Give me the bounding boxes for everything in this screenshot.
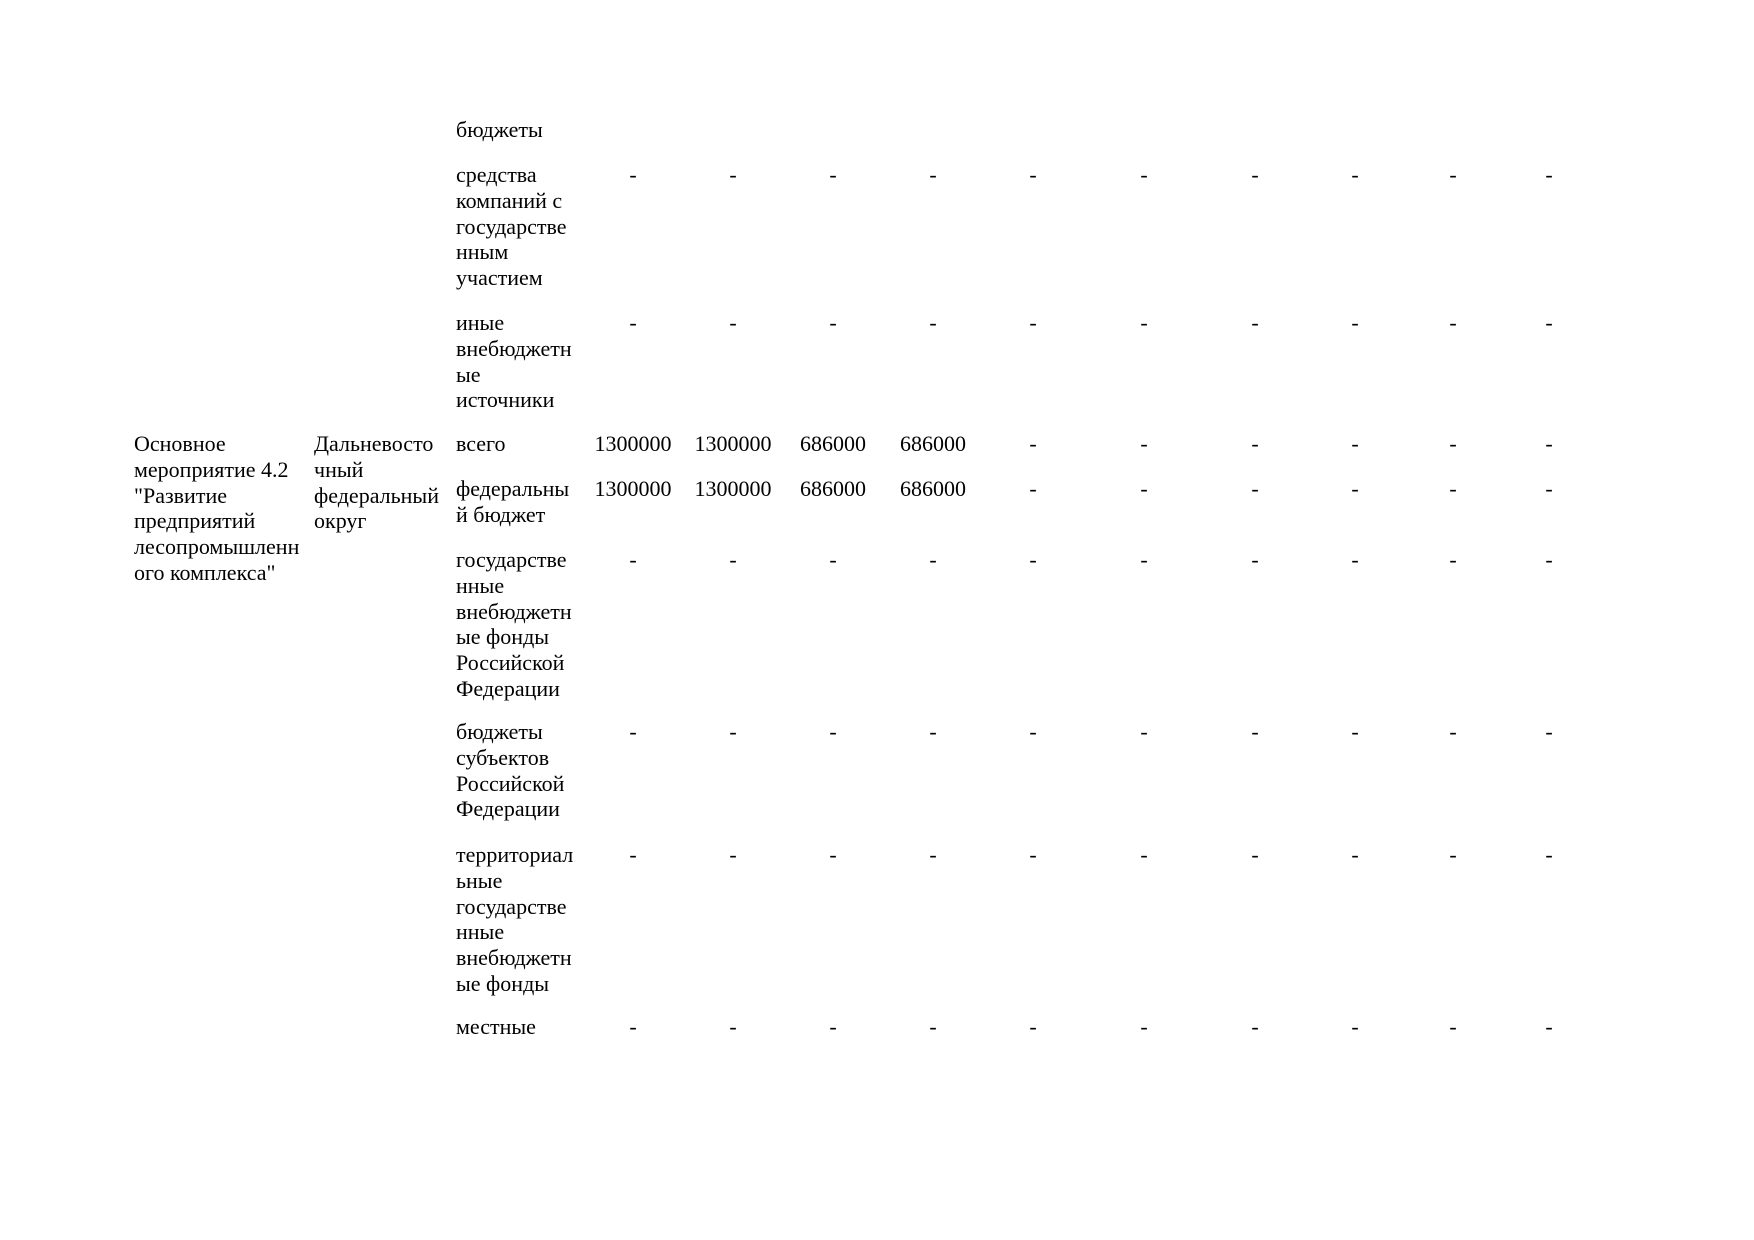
source-label: иные внебюджетн ые источники [456, 310, 572, 413]
district-name: Дальневосто чный федеральный округ [314, 431, 439, 534]
value-cell: - [629, 842, 637, 867]
value-cell: - [1029, 162, 1037, 187]
value-cell: - [1140, 476, 1148, 501]
value-cell: - [829, 310, 837, 335]
value-cell: - [629, 547, 637, 572]
value-cell: - [1545, 310, 1553, 335]
value-cell: - [1351, 431, 1359, 456]
value-cell: - [1251, 310, 1259, 335]
value-cell: - [929, 162, 937, 187]
value-cell: - [729, 310, 737, 335]
value-cell: - [1351, 162, 1359, 187]
value-cell: - [1545, 476, 1553, 501]
value-cell: - [1545, 719, 1553, 744]
value-cell: - [1029, 476, 1037, 501]
value-cell: - [1449, 842, 1457, 867]
value-cell: 1300000 [694, 476, 772, 501]
value-cell: 686000 [800, 476, 866, 501]
value-cell: - [829, 719, 837, 744]
value-cell: - [1449, 431, 1457, 456]
source-label: местные [456, 1014, 536, 1039]
value-cell: - [1449, 476, 1457, 501]
value-cell: - [829, 162, 837, 187]
value-cell: - [929, 842, 937, 867]
value-cell: - [1251, 719, 1259, 744]
value-cell: - [729, 1014, 737, 1039]
value-cell: - [1140, 1014, 1148, 1039]
source-label: государстве нные внебюджетн ые фонды Российской Федерации [456, 547, 572, 701]
value-cell: - [829, 1014, 837, 1039]
value-cell: - [1140, 842, 1148, 867]
value-cell: - [629, 162, 637, 187]
value-cell: 1300000 [594, 476, 672, 501]
value-cell: - [1545, 842, 1553, 867]
value-cell: - [1251, 842, 1259, 867]
value-cell: - [1140, 719, 1148, 744]
value-cell: 1300000 [594, 431, 672, 456]
value-cell: - [629, 310, 637, 335]
value-cell: - [1029, 1014, 1037, 1039]
value-cell: - [1351, 547, 1359, 572]
value-cell: - [1029, 842, 1037, 867]
value-cell: - [929, 1014, 937, 1039]
value-cell: - [629, 719, 637, 744]
value-cell: - [729, 162, 737, 187]
value-cell: - [1251, 547, 1259, 572]
main-activity-name: Основное мероприятие 4.2 "Развитие предприятий лесопромышленн ого комплекса" [134, 431, 300, 585]
value-cell: - [1029, 547, 1037, 572]
value-cell: - [1251, 1014, 1259, 1039]
value-cell: - [1351, 476, 1359, 501]
value-cell: - [1449, 1014, 1457, 1039]
value-cell: - [1545, 547, 1553, 572]
value-cell: 686000 [800, 431, 866, 456]
value-cell: - [829, 842, 837, 867]
value-cell: - [929, 547, 937, 572]
value-cell: - [1449, 162, 1457, 187]
value-cell: - [629, 1014, 637, 1039]
value-cell: - [729, 842, 737, 867]
source-label: бюджеты субъектов Российской Федерации [456, 719, 565, 822]
value-cell: - [1140, 162, 1148, 187]
value-cell: - [1251, 476, 1259, 501]
value-cell: - [1029, 719, 1037, 744]
value-cell: - [1545, 431, 1553, 456]
value-cell: - [1140, 310, 1148, 335]
value-cell: - [1545, 1014, 1553, 1039]
source-label: территориал ьные государстве нные внебюджетн ые фонды [456, 842, 574, 996]
value-cell: - [1449, 547, 1457, 572]
value-cell: - [1029, 310, 1037, 335]
value-cell: - [1351, 719, 1359, 744]
value-cell: - [1351, 310, 1359, 335]
value-cell: - [1545, 162, 1553, 187]
value-cell: - [1140, 547, 1148, 572]
source-label: всего [456, 431, 506, 456]
value-cell: - [1351, 842, 1359, 867]
value-cell: - [1449, 310, 1457, 335]
value-cell: - [729, 719, 737, 744]
value-cell: - [1140, 431, 1148, 456]
value-cell: 686000 [900, 431, 966, 456]
source-label: средства компаний с государстве нным участием [456, 162, 567, 291]
value-cell: - [1251, 431, 1259, 456]
value-cell: - [1449, 719, 1457, 744]
value-cell: - [729, 547, 737, 572]
value-cell: - [1251, 162, 1259, 187]
value-cell: 686000 [900, 476, 966, 501]
value-cell: - [829, 547, 837, 572]
source-label: федеральны й бюджет [456, 476, 570, 527]
value-cell: - [929, 719, 937, 744]
value-cell: - [1351, 1014, 1359, 1039]
value-cell: - [1029, 431, 1037, 456]
source-label: бюджеты [456, 117, 543, 142]
value-cell: - [929, 310, 937, 335]
value-cell: 1300000 [694, 431, 772, 456]
